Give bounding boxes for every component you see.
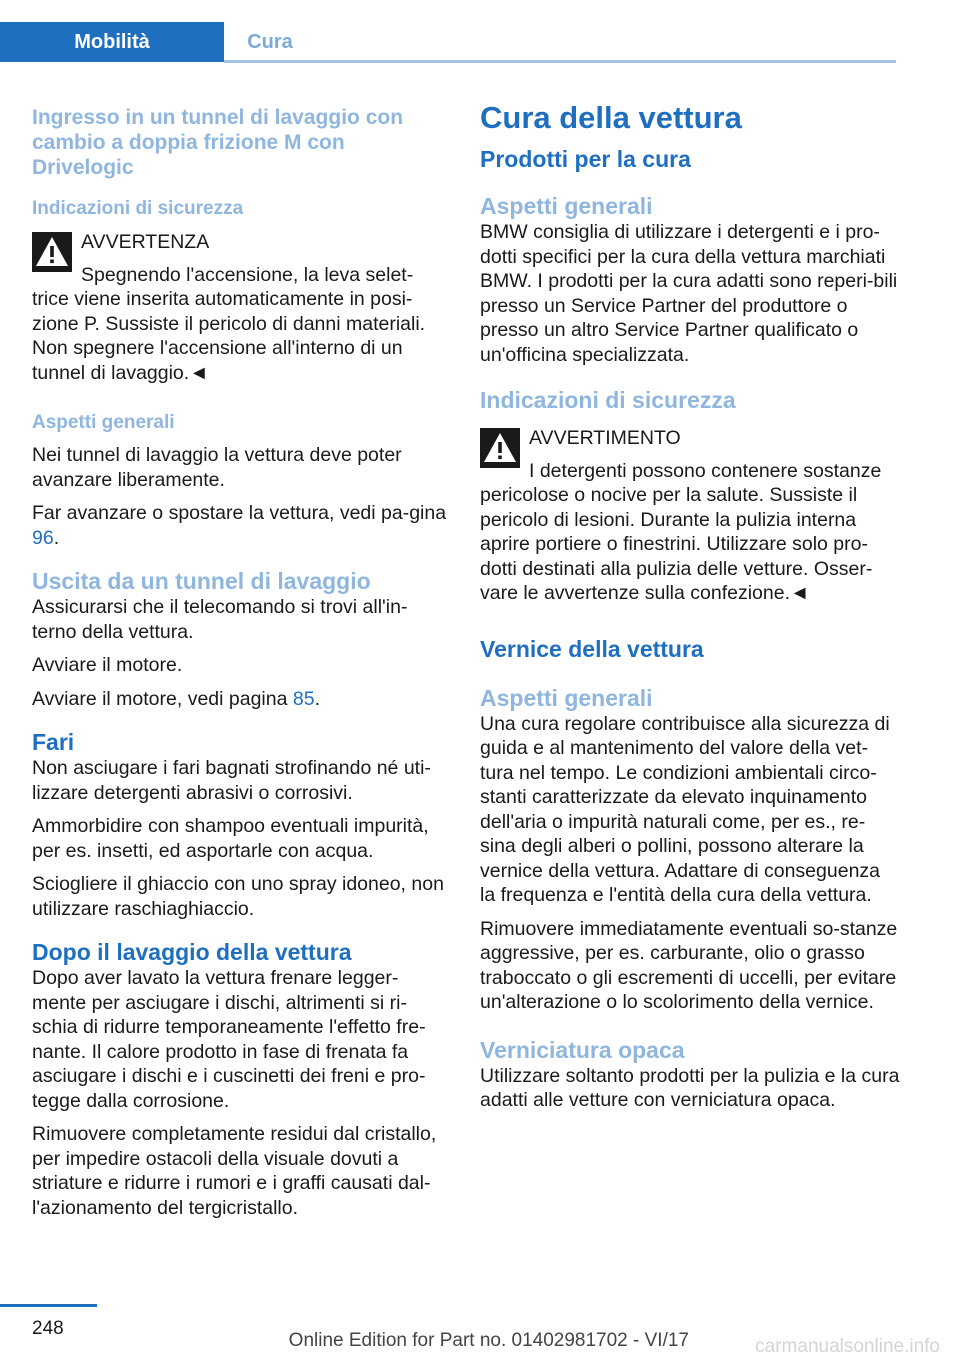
page-link[interactable]: 85 xyxy=(292,687,315,710)
paragraph: Assicurarsi che il telecomando si trovi all'in-terno della vettura. xyxy=(32,596,408,643)
warning-title: AVVERTENZA xyxy=(81,231,210,253)
warning-body: pericolose o nocive per la salute. Sussiste il pericolo di lesioni. Durante la pulizia interna aprire portiere o finestrini. Utilizzare solo pro-dotti destinati alla pulizia delle vetture. Osser-vare le avvertenze sulla confezione.◄ xyxy=(480,484,873,604)
paragraph: Rimuovere immediatamente eventuali so-stanze aggressive, per es. carburante, olio o grasso traboccato o gli escrementi di uccelli, per evitare un'alterazione o lo scolorimento della vernice. xyxy=(480,917,898,1013)
paint-heading: Vernice della vettura xyxy=(480,635,704,662)
page-number: 248 xyxy=(32,1318,64,1339)
warning-first-line: I detergenti possono contenere sostanze xyxy=(529,459,882,482)
paragraph: BMW consiglia di utilizzare i detergenti e i pro-dotti specifici per la cura della vettura marchiati BMW. I prodotti per la cura adatti sono reperi-bili presso un Service Partner del produttore o presso un altro Service Partner qualificato o un'officina specializzata. xyxy=(480,221,898,366)
paragraph: Nei tunnel di lavaggio la vettura deve poter avanzare liberamente. xyxy=(32,444,402,491)
warning-triangle-icon xyxy=(32,232,72,272)
general-heading: Aspetti generali xyxy=(480,193,653,219)
paragraph: Una cura regolare contribuisce alla sicurezza di guida e al mantenimento del valore della vet-tura nel tempo. Le condizioni ambientali circo-stanti caratterizzate da elevato inquinamento dell'aria o impurità naturali come, per es., re-sina degli alberi o pollini, possono alterare la vernice della vettura. Adattare di conseguenza la frequenza e l'entità della cura della vettura. xyxy=(480,712,890,906)
paragraph-with-link: Avviare il motore, vedi pagina 85. xyxy=(32,687,320,710)
warning-title: AVVERTIMENTO xyxy=(529,427,681,449)
exit-heading: Uscita da un tunnel di lavaggio xyxy=(32,568,371,594)
paragraph: Sciogliere il ghiaccio con uno spray idoneo, non utilizzare raschiaghiaccio. xyxy=(32,873,444,920)
safety-heading: Indicazioni di sicurezza xyxy=(32,198,244,219)
fari-heading: Fari xyxy=(32,729,75,755)
after-wash-heading: Dopo il lavaggio della vettura xyxy=(32,939,352,965)
header-rule xyxy=(224,60,896,63)
paint-general-heading: Aspetti generali xyxy=(480,684,653,711)
section-title-car-wash-entry: Ingresso in un tunnel di lavaggio con cambio a doppia frizione M con Drivelogic xyxy=(32,106,404,179)
matte-heading: Verniciatura opaca xyxy=(480,1036,685,1063)
paragraph: Rimuovere completamente residui dal cristallo, per impedire ostacoli della visuale dovuti a striature e ridurre i rumori e i graffi causati dal-l'azionamento del tergicristallo. xyxy=(32,1123,437,1219)
warning-body: trice viene inserita automaticamente in posi-zione P. Sussiste il pericolo di danni materiali. Non spegnere l'accensione all'interno di un tunnel di lavaggio.◄ xyxy=(32,288,426,384)
warning-first-line: Spegnendo l'accensione, la leva selet- xyxy=(81,263,414,286)
paragraph: Non asciugare i fari bagnati strofinando né uti-lizzare detergenti abrasivi o corrosivi. xyxy=(32,757,431,804)
general-heading: Aspetti generali xyxy=(32,412,175,433)
warning-triangle-icon xyxy=(480,428,520,468)
safety-heading: Indicazioni di sicurezza xyxy=(480,387,736,413)
page-number-rule xyxy=(0,1304,97,1307)
chapter-title: Cura della vettura xyxy=(480,100,742,135)
tab-cura[interactable]: Cura xyxy=(224,22,316,62)
edition-footer: Online Edition for Part no. 01402981702 - VI/17 xyxy=(288,1330,689,1351)
paragraph-with-link: Far avanzare o spostare la vettura, vedi pa-gina 96. xyxy=(32,502,447,549)
paragraph-text: Avviare il motore, vedi pagina xyxy=(32,687,293,710)
products-heading: Prodotti per la cura xyxy=(480,146,691,172)
paragraph: Utilizzare soltanto prodotti per la pulizia e la cura adatti alle vetture con verniciatura opaca. xyxy=(480,1064,900,1111)
warning-block xyxy=(32,230,447,385)
page-link[interactable]: 96 xyxy=(32,526,54,549)
left-column xyxy=(32,100,447,1220)
warning-block xyxy=(480,426,900,606)
paragraph: Avviare il motore. xyxy=(32,654,183,676)
paragraph: Ammorbidire con shampoo eventuali impurità, per es. insetti, ed asportarle con acqua. xyxy=(32,815,429,862)
watermark: carmanualsonline.info xyxy=(755,1336,940,1357)
paragraph: Dopo aver lavato la vettura frenare legger-mente per asciugare i dischi, altrimenti si ri-schia di ridurre temporaneamente l'effetto fre-nante. Il calore prodotto in fase di frenata fa asciugare i dischi e i cuscinetti dei freni e pro-tegge dalla corrosione. xyxy=(32,967,426,1112)
paragraph-text: Far avanzare o spostare la vettura, vedi pa-gina xyxy=(32,502,447,524)
right-column xyxy=(480,100,900,1113)
tab-mobilita[interactable]: Mobilità xyxy=(0,22,224,62)
